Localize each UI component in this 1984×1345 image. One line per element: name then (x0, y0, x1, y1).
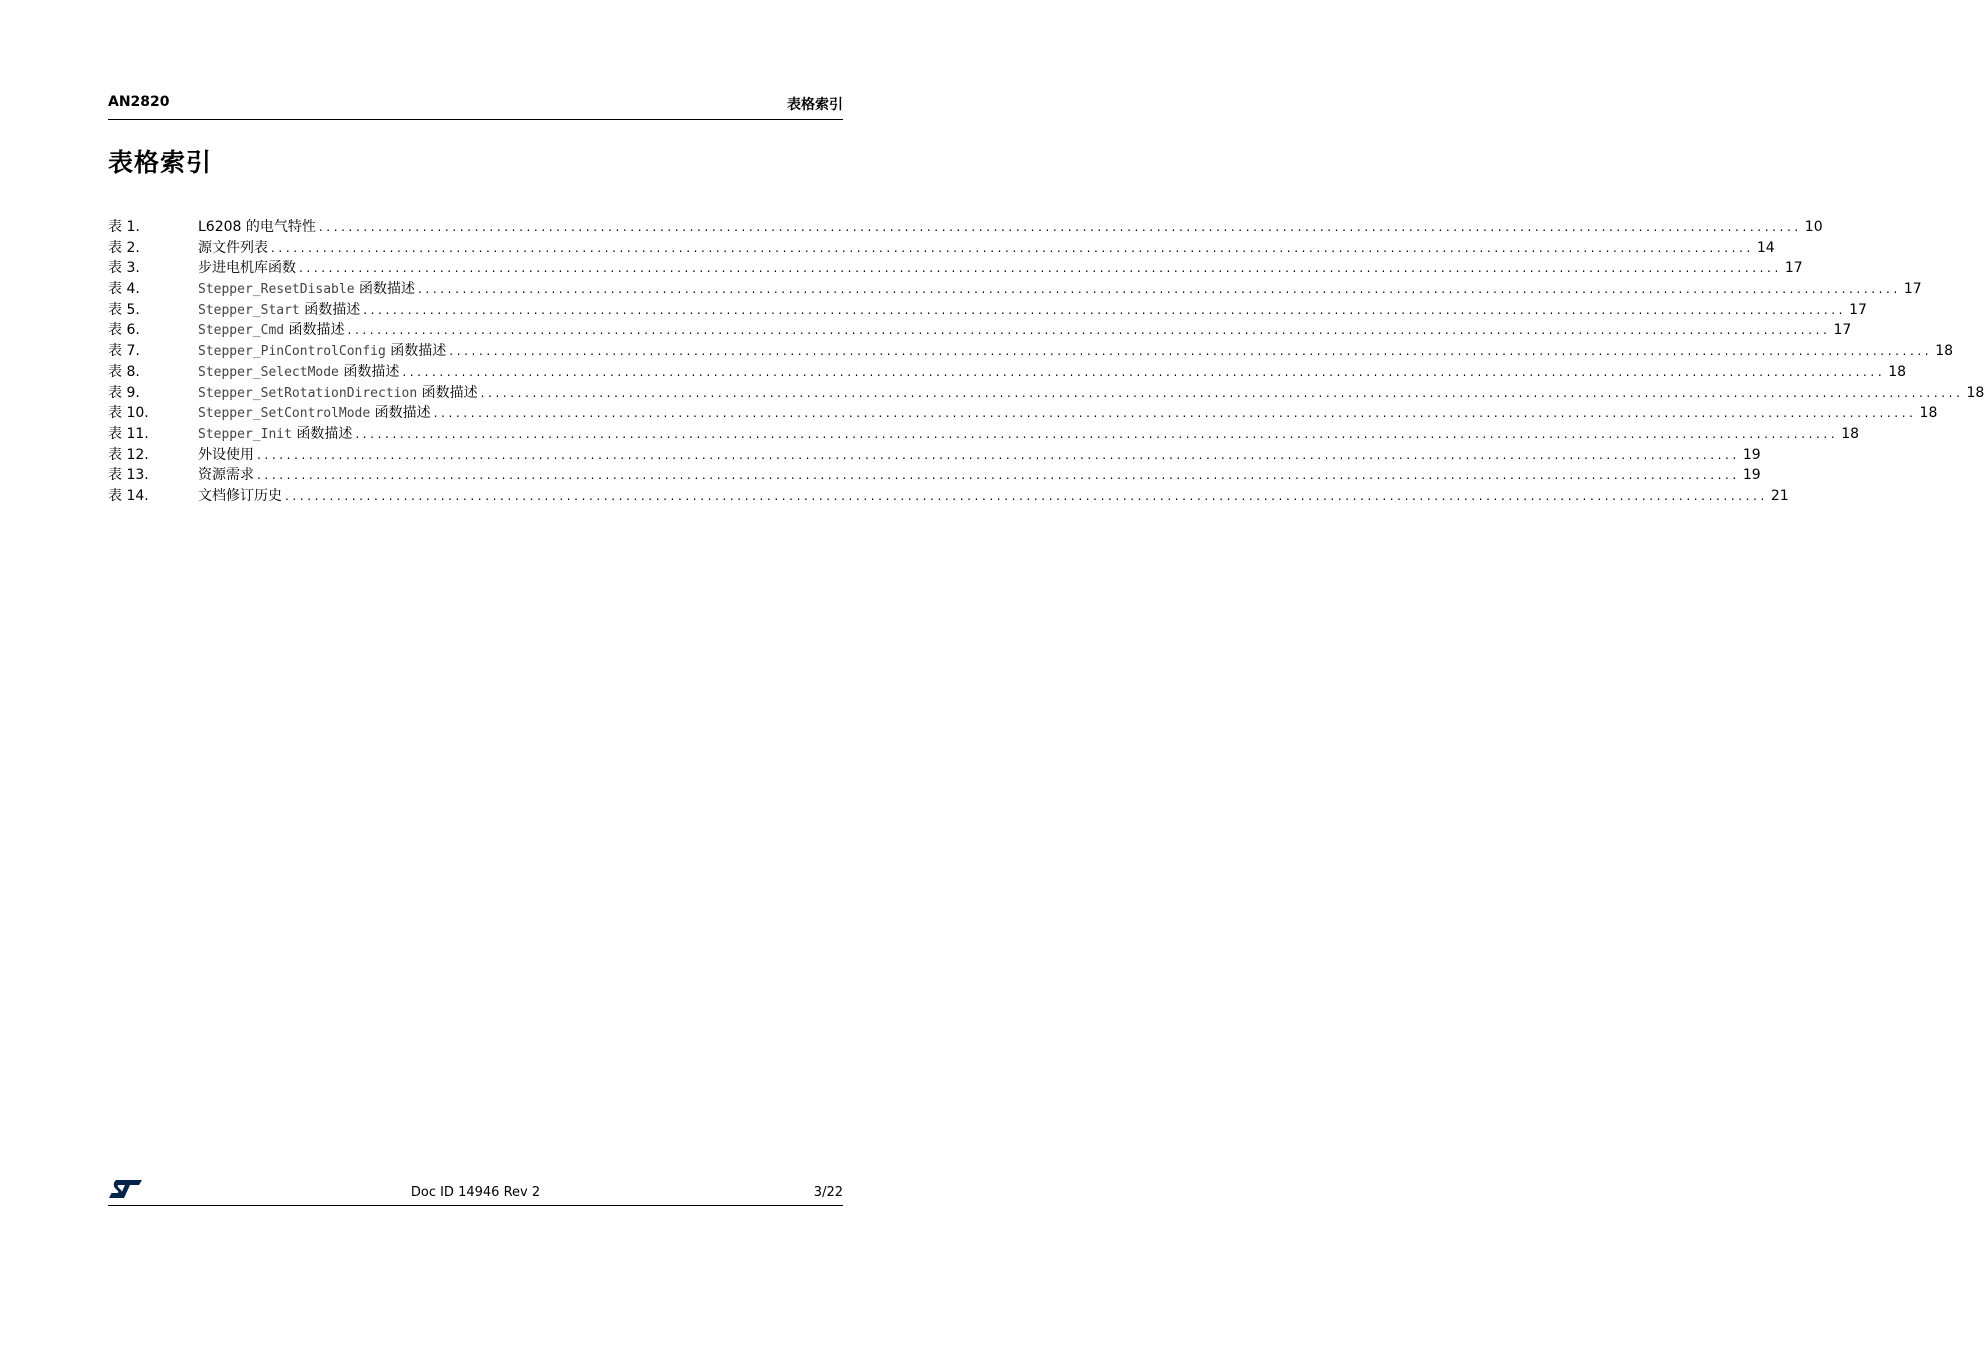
toc-page-number[interactable]: 18 (1919, 405, 1938, 422)
toc-page-number[interactable]: 18 (1935, 343, 1954, 360)
toc-function-name: Stepper_SelectMode (198, 364, 339, 380)
toc-leader-dots: ........................................................................................................................................................................................................ (433, 406, 1917, 421)
toc-leader-dots: ........................................................................................................................................................................................................ (257, 447, 1740, 462)
toc-title-text: 函数描述 (338, 363, 400, 380)
toc-label[interactable] (198, 238, 271, 259)
toc-row[interactable] (108, 238, 1775, 259)
page-number: 3/22 (813, 1185, 843, 1200)
toc-number: 表 7. (108, 343, 140, 360)
toc-title-text: 函数描述 (291, 425, 353, 442)
toc-leader-dots: ........................................................................................................................................................................................................ (480, 385, 1964, 400)
toc-title-text: 函数描述 (284, 322, 345, 339)
toc-entry[interactable] (198, 341, 1954, 363)
toc-label[interactable] (198, 465, 257, 486)
toc-number: 表 5. (108, 301, 140, 318)
toc-row[interactable] (108, 258, 1803, 279)
toc-title-text: 外设使用 (198, 446, 254, 463)
toc-number: 表 3. (108, 260, 140, 277)
toc-label[interactable] (198, 320, 348, 342)
toc-leader-dots: ........................................................................................................................................................................................................ (402, 364, 1886, 379)
toc-label[interactable] (198, 300, 363, 322)
toc-entry[interactable] (198, 217, 1823, 238)
toc-page-number[interactable]: 19 (1742, 467, 1761, 484)
toc-leader-dots: ........................................................................................................................................................................................................ (449, 344, 1933, 359)
toc-label[interactable] (198, 486, 285, 507)
toc-row[interactable] (108, 217, 1823, 238)
toc-row[interactable] (108, 424, 1860, 445)
toc-leader-dots: ........................................................................................................................................................................................................ (285, 488, 1768, 503)
toc-row[interactable] (108, 341, 1954, 362)
toc-leader-dots: ........................................................................................................................................................................................................ (363, 302, 1847, 317)
toc-leader-dots: ........................................................................................................................................................................................................ (271, 240, 1754, 255)
toc-row[interactable] (108, 279, 1922, 300)
toc-title-text: 函数描述 (417, 384, 478, 401)
toc-row[interactable] (108, 320, 1852, 341)
table-of-tables (108, 217, 1984, 507)
toc-row[interactable] (108, 383, 1984, 404)
toc-entry[interactable] (198, 320, 1852, 342)
page-title: 表格索引 (108, 148, 213, 177)
doc-id: Doc ID 14946 Rev 2 (410, 1185, 541, 1200)
toc-label[interactable] (198, 445, 257, 466)
toc-function-name: Stepper_Start (198, 302, 300, 318)
toc-function-name: Stepper_Init (198, 426, 292, 442)
toc-number: 表 12. (108, 446, 149, 463)
toc-title-text: 文档修订历史 (198, 487, 282, 504)
toc-label[interactable] (198, 217, 319, 238)
toc-entry[interactable] (198, 424, 1860, 446)
section-name: 表格索引 (787, 97, 843, 113)
toc-title-text: 函数描述 (354, 281, 415, 298)
toc-label[interactable] (198, 341, 449, 363)
toc-page-number[interactable]: 18 (1841, 425, 1860, 442)
toc-number: 表 8. (108, 363, 140, 380)
toc-number: 表 4. (108, 281, 140, 298)
toc-entry[interactable] (198, 362, 1907, 384)
toc-entry[interactable] (198, 445, 1761, 466)
toc-leader-dots: ........................................................................................................................................................................................................ (347, 323, 1831, 338)
toc-label[interactable] (198, 279, 418, 301)
toc-page-number[interactable]: 17 (1849, 301, 1867, 318)
toc-entry[interactable] (198, 383, 1984, 405)
toc-number: 表 14. (108, 487, 149, 504)
toc-function-name: Stepper_SetControlMode (198, 406, 371, 422)
toc-title-text: 步进电机库函数 (198, 260, 296, 277)
toc-leader-dots: ........................................................................................................................................................................................................ (418, 282, 1901, 297)
toc-label[interactable] (198, 362, 402, 384)
toc-page-number[interactable]: 10 (1804, 219, 1823, 235)
toc-row[interactable] (108, 465, 1761, 486)
toc-function-name: Stepper_SetRotationDirection (198, 385, 418, 401)
toc-function-name: Stepper_ResetDisable (198, 282, 355, 298)
toc-entry[interactable] (198, 486, 1789, 507)
toc-title-text: 函数描述 (385, 343, 447, 360)
toc-entry[interactable] (198, 403, 1938, 425)
toc-title-text: 资源需求 (198, 467, 254, 484)
toc-entry[interactable] (198, 300, 1867, 322)
toc-entry[interactable] (198, 238, 1775, 259)
toc-entry[interactable] (198, 279, 1922, 301)
toc-row[interactable] (108, 362, 1907, 383)
toc-number: 表 11. (108, 425, 149, 442)
toc-number: 表 1. (108, 219, 140, 235)
toc-label[interactable] (198, 424, 355, 446)
page-footer (108, 1178, 843, 1206)
toc-label[interactable] (198, 258, 299, 279)
toc-row[interactable] (108, 300, 1867, 321)
toc-page-number[interactable]: 17 (1833, 322, 1852, 339)
toc-title-text: 函数描述 (299, 301, 361, 318)
toc-leader-dots: ........................................................................................................................................................................................................ (257, 468, 1740, 483)
toc-entry[interactable] (198, 465, 1761, 486)
toc-number: 表 2. (108, 239, 140, 256)
toc-page-number[interactable]: 14 (1756, 239, 1775, 256)
toc-number: 表 6. (108, 322, 140, 339)
toc-page-number[interactable]: 17 (1903, 281, 1922, 298)
toc-page-number[interactable]: 18 (1888, 363, 1907, 380)
toc-leader-dots: ........................................................................................................................................................................................................ (299, 261, 1782, 276)
toc-page-number[interactable]: 18 (1966, 384, 1984, 401)
doc-code: AN2820 (108, 94, 170, 110)
toc-leader-dots: ........................................................................................................................................................................................................ (355, 426, 1839, 441)
toc-page-number[interactable]: 17 (1784, 260, 1803, 277)
toc-number: 表 9. (108, 384, 140, 401)
toc-label[interactable] (198, 403, 434, 425)
toc-number: 表 10. (108, 405, 149, 422)
toc-title-text: 函数描述 (370, 405, 431, 422)
toc-number: 表 13. (108, 467, 149, 484)
toc-row[interactable] (108, 486, 1789, 507)
page-header (108, 92, 843, 120)
toc-row[interactable] (108, 445, 1761, 466)
toc-page-number[interactable]: 21 (1770, 487, 1789, 504)
toc-title-text: L6208 的电气特性 (198, 219, 316, 235)
toc-function-name: Stepper_Cmd (198, 323, 285, 339)
toc-page-number[interactable]: 19 (1742, 446, 1761, 463)
toc-row[interactable] (108, 403, 1938, 424)
toc-entry[interactable] (198, 258, 1803, 279)
toc-title-text: 源文件列表 (198, 239, 268, 256)
toc-leader-dots: ........................................................................................................................................................................................................ (318, 220, 1802, 234)
toc-function-name: Stepper_PinControlConfig (198, 344, 386, 360)
toc-label[interactable] (198, 383, 481, 405)
